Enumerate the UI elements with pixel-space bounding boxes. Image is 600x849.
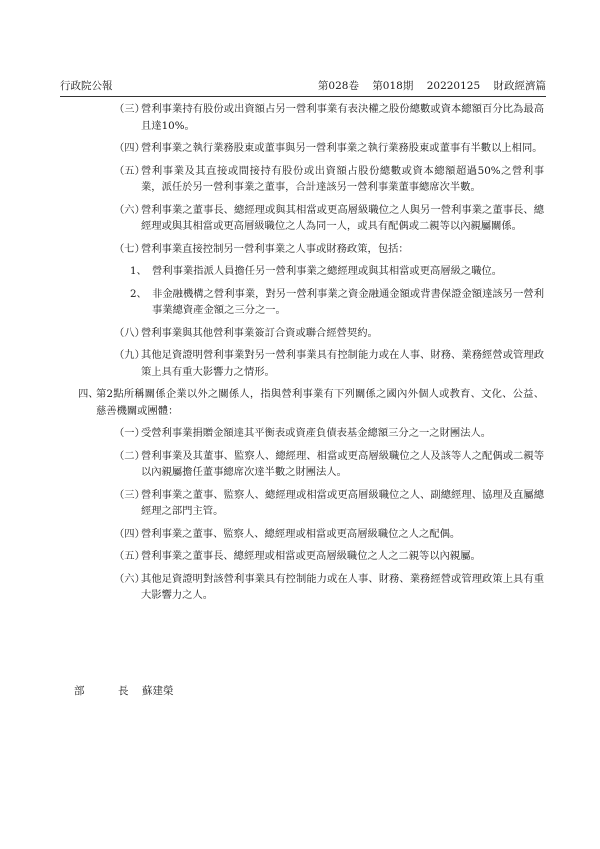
item-text: 營利事業之董事、監察人、總經理或相當或更高層級職位之人之配偶。	[141, 527, 461, 540]
item-marker: （八）	[114, 326, 145, 339]
item-marker: （五）	[114, 164, 145, 177]
item-text: 營利事業之董事長、總經理或與其相當或更高層級職位之人與另一營利事業之董事長、總經理或與其相當或更高層級職位之人為同一人，或具有配偶或二親等以內親屬關係。	[141, 203, 544, 232]
signature-name: 蘇建榮	[142, 685, 174, 697]
item-text: 營利事業直接控制另一營利事業之人事或財務政策，包括：	[141, 242, 409, 255]
item-text: 受營利事業捐贈金額達其平衡表或資產負債表基金總額三分之一之財團法人。	[141, 427, 492, 439]
item-text: 營利事業及其直接或間接持有股份或出資額占股份總數或資本總額超過50%之營利事業，派任於另一營利事業之董事，合計達該另一營利事業董事總席次半數。	[141, 164, 544, 193]
list-item	[60, 241, 544, 258]
subitem-text: 營利事業指派人員擔任另一營利事業之總經理或與其相當或更高層級之職位。	[152, 265, 503, 277]
subitem-marker: 2、	[130, 287, 147, 300]
issue-info	[308, 78, 546, 93]
item-marker: （九）	[114, 349, 145, 361]
item-marker: （六）	[114, 203, 145, 216]
list-item	[60, 101, 544, 134]
item-marker: （四）	[114, 142, 145, 154]
item-marker: （四）	[114, 527, 145, 540]
document-body	[60, 101, 544, 610]
issue-date: 20220125	[426, 80, 481, 92]
item-text: 營利事業之執行業務股東或董事與另一營利事業之執行業務股東或董事有半數以上相同。	[141, 142, 543, 154]
signature-title-2: 長	[118, 685, 129, 697]
item-text: 營利事業之董事、監察人、總經理或相當或更高層級職位之人、副總經理、協理及直屬總經理之部門主管。	[141, 488, 544, 517]
list-item	[60, 202, 544, 235]
item-text: 營利事業與其他營利事業簽訂合資或聯合經營契約。	[141, 326, 378, 339]
list-item	[60, 548, 544, 565]
section-text: 第2點所稱關係企業以外之關係人，指與營利事業有下列關係之國內外個人或教育、文化、公益、慈善機關或團體：	[96, 388, 544, 417]
sub-list-item	[60, 286, 544, 319]
item-marker: （二）	[114, 449, 145, 462]
issue-number: 第018期	[372, 80, 414, 92]
list-item	[60, 571, 544, 604]
list-item	[60, 163, 544, 196]
subitem-marker: 1、	[130, 265, 147, 277]
item-marker: （五）	[114, 550, 145, 562]
page-header	[60, 78, 546, 97]
section-paragraph	[60, 386, 544, 419]
list-item	[60, 325, 544, 342]
section-marker: 四、	[78, 388, 99, 400]
item-marker: （七）	[114, 242, 145, 255]
item-text: 營利事業之董事長、總經理或相當或更高層級職位之人之二親等以內親屬。	[141, 550, 481, 562]
list-item	[60, 425, 544, 442]
item-marker: （六）	[114, 572, 145, 585]
subitem-text: 非金融機構之營利事業，對另一營利事業之資金融通金額或背書保證金額達該另一營利事業總資產金額之三分之一。	[152, 287, 544, 316]
list-item	[60, 526, 544, 543]
list-item	[60, 448, 544, 481]
signature-block	[74, 683, 174, 698]
item-text: 其他足資證明對該營利事業具有控制能力或在人事、財務、業務經營或管理政策上具有重大影響力之人。	[141, 572, 544, 601]
section-name: 財政經濟篇	[493, 80, 546, 92]
item-text: 其他足資證明營利事業對另一營利事業具有控制能力或在人事、財務、業務經營或管理政策上具有重大影響力之情形。	[141, 349, 544, 378]
sub-list-item	[60, 263, 544, 280]
list-item	[60, 487, 544, 520]
item-text: 營利事業持有股份或出資額占另一營利事業有表決權之股份總數或資本總額百分比為最高且達10%。	[141, 103, 544, 132]
volume-number: 第028卷	[317, 80, 359, 92]
item-marker: （三）	[114, 488, 145, 501]
item-marker: （一）	[114, 427, 145, 439]
list-item	[60, 140, 544, 157]
publication-title: 行政院公報	[60, 80, 113, 92]
signature-title-1: 部	[74, 685, 85, 697]
list-item	[60, 347, 544, 380]
item-text: 營利事業及其董事、監察人、總經理、相當或更高層級職位之人及該等人之配偶或二親等以內親屬擔任董事總席次達半數之財團法人。	[141, 449, 544, 478]
item-marker: （三）	[114, 103, 145, 115]
